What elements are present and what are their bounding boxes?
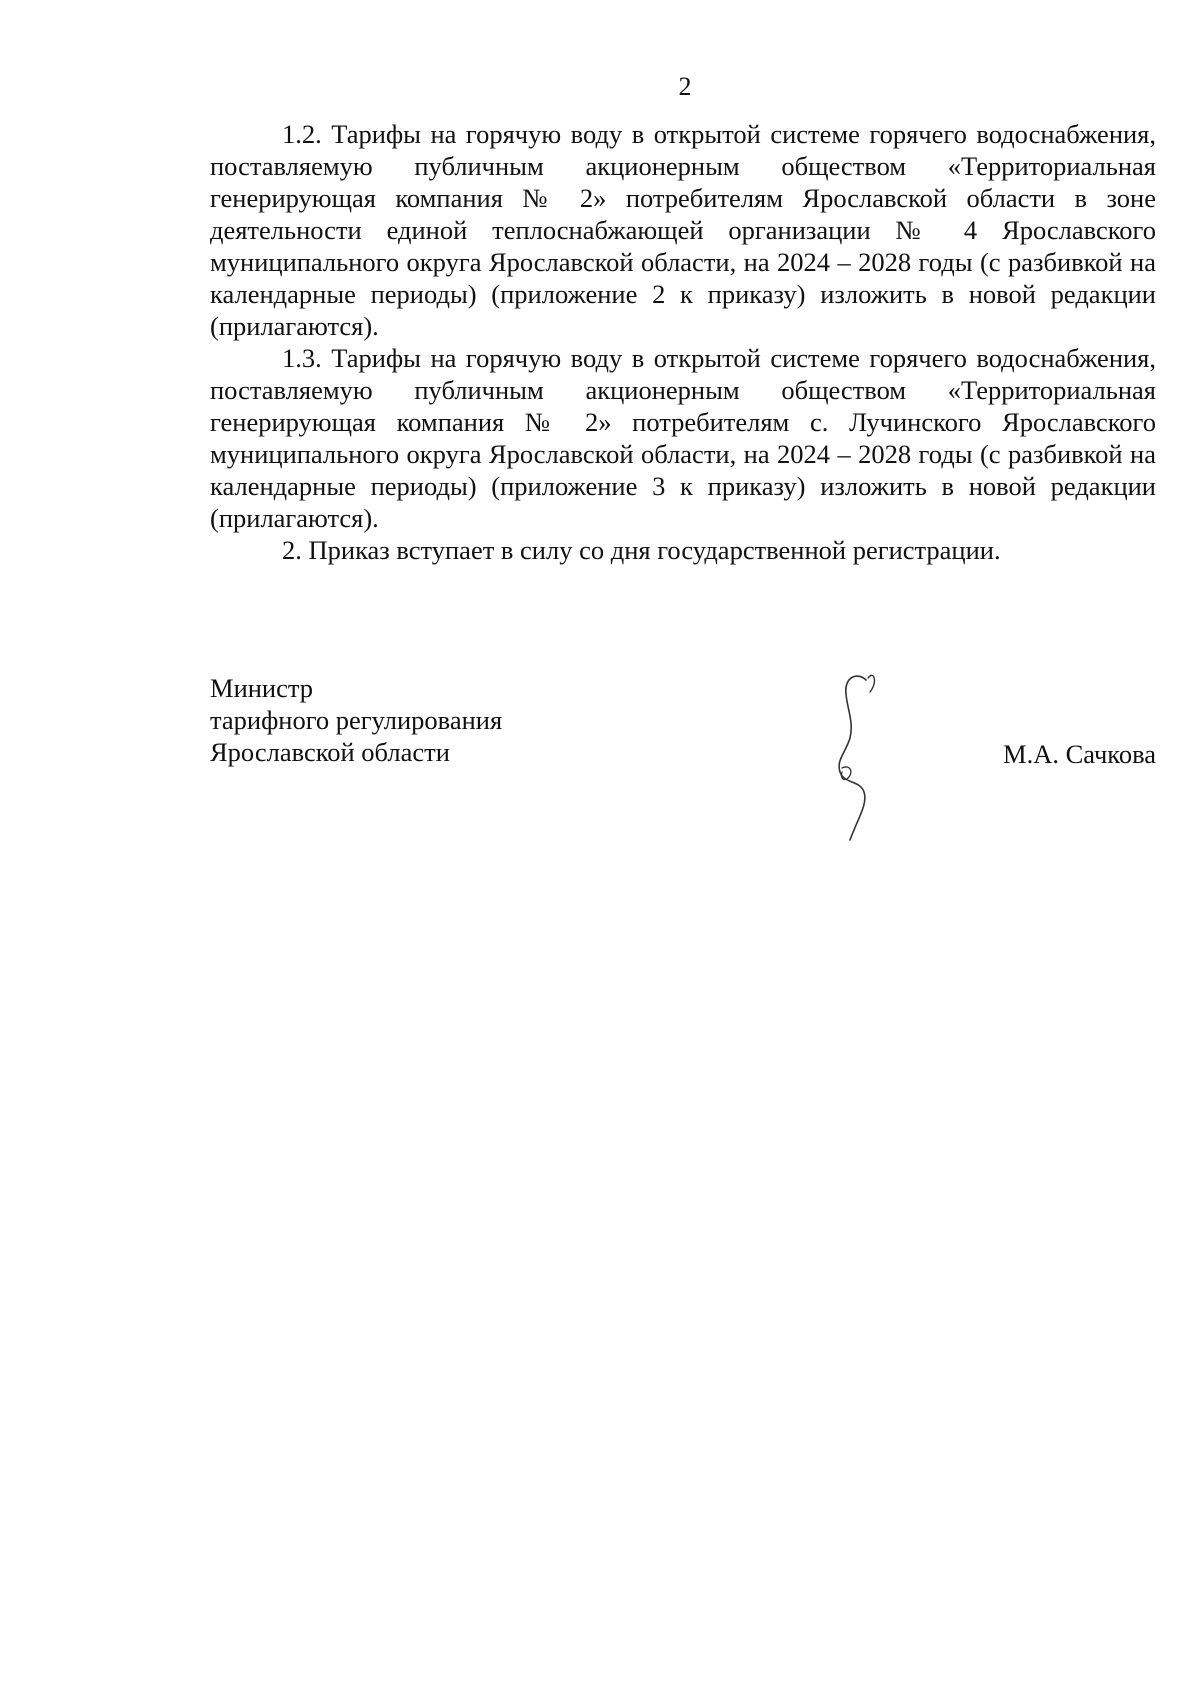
signer-name: М.А. Сачкова	[1003, 739, 1156, 769]
paragraph-2: 2. Приказ вступает в силу со дня государственной регистрации.	[282, 535, 1001, 565]
signer-position	[210, 672, 502, 768]
signer-position-line: тарифного регулирования	[210, 705, 503, 735]
paragraph-1-3: 1.3. Тарифы на горячую воду в открытой системе горячего водоснабжения, поставляемую публичным акционерным обществом «Территориальная генерирующая компания № 2» потребителям с. Лучинского Ярославского муниципального округа Ярославской области, на 2024 – 2028 годы (с разбивкой на календарные периоды) (приложение 3 к приказу) изложить в новой редакции (прилагаются).	[210, 343, 1156, 533]
signer-position-line: Министр	[210, 673, 314, 703]
handwritten-signature-icon	[830, 668, 900, 848]
page-number: 2	[678, 72, 692, 101]
signer-position-line: Ярославской области	[210, 737, 450, 767]
document-body	[210, 118, 1156, 566]
paragraph-1-2: 1.2. Тарифы на горячую воду в открытой системе горячего водоснабжения, поставляемую публичным акционерным обществом «Территориальная генерирующая компания № 2» потребителям Ярославской области в зоне деятельности единой теплоснабжающей организации № 4 Ярославского муниципального округа Ярославской области, на 2024 – 2028 годы (с разбивкой на календарные периоды) (приложение 2 к приказу) изложить в новой редакции (прилагаются).	[210, 119, 1156, 341]
